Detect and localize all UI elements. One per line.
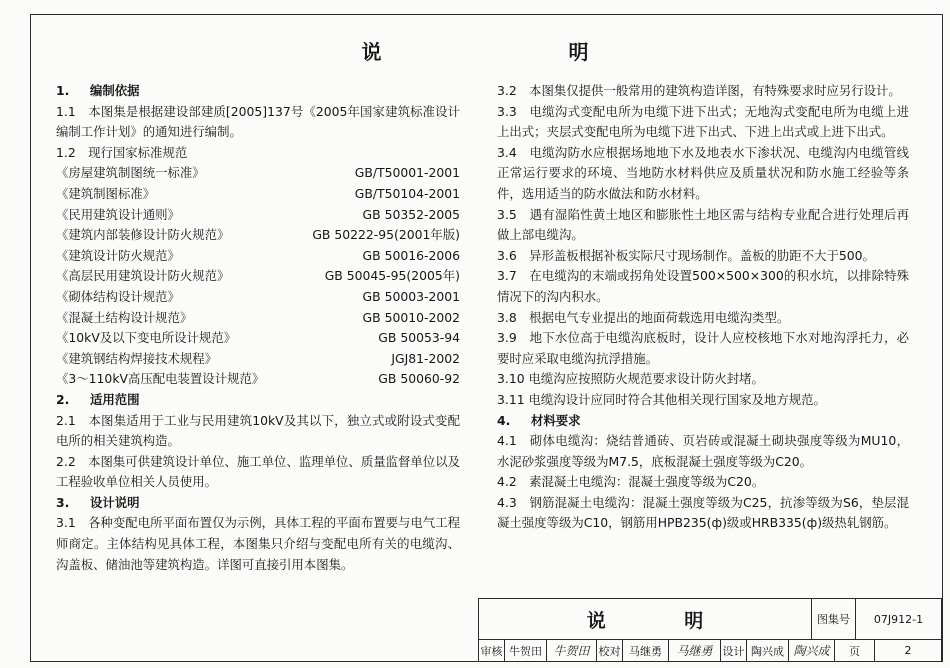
left-column — [56, 81, 460, 575]
paragraph: 3.8 根据电气专业提出的地面荷载选用电缆沟类型。 — [497, 309, 790, 325]
paragraph: 3.11 电缆沟设计应同时符合其他相关现行国家及地方规范。 — [497, 391, 826, 407]
standard-row — [56, 266, 460, 287]
designer-name: 陶兴成 — [747, 640, 789, 662]
paragraph: 2.2 本图集可供建筑设计单位、施工单位、监理单位、质量监督单位以及工程验收单位相关人员使用。 — [56, 453, 460, 490]
checker-signature: 马继勇 — [669, 640, 721, 662]
review-label: 审核 — [479, 640, 505, 662]
reviewer-name: 牛贺田 — [505, 640, 547, 662]
standard-row — [56, 328, 460, 349]
standard-row — [56, 225, 460, 246]
paragraph: 3.5 遇有湿陷性黄土地区和膨胀性土地区需与结构专业配合进行处理后再做上部电缆沟。 — [497, 206, 909, 243]
standard-row — [56, 184, 460, 205]
paragraph: 2.1 本图集适用于工业与民用建筑10kV及其以下，独立式或附设式变配电所的相关建筑构造。 — [56, 412, 460, 449]
title-block — [478, 598, 943, 662]
standard-row — [56, 287, 460, 308]
paragraph: 3.2 本图集仅提供一般常用的建筑构造详图，有特殊要求时应另行设计。 — [497, 83, 901, 98]
section-heading: 4. 材料要求 — [497, 412, 581, 428]
paragraph: 4.3 钢筋混凝土电缆沟：混凝土强度等级为C25，抗渗等级为S6，垫层混凝土强度等级为C10，钢筋用HPB235(ф)级或HRB335(ф)级热轧钢筋。 — [497, 494, 909, 531]
paragraph: 3.3 电缆沟式变配电所为电缆下进下出式；无地沟式变配电所为电缆上进上出式；夹层式变配电所为电缆下进下出式、下进上出式或上进下出式。 — [497, 103, 909, 140]
paragraph: 3.10 电缆沟应按照防火规范要求设计防火封堵。 — [497, 371, 764, 387]
atlas-number-label: 图集号 — [812, 599, 856, 640]
standard-row — [56, 246, 460, 267]
check-label: 校对 — [597, 640, 623, 662]
standard-code: JGJ81-2002 — [391, 350, 460, 366]
standard-name: 《10kV及以下变电所设计规范》 — [56, 330, 237, 346]
section-heading: 3. 设计说明 — [56, 494, 140, 510]
standard-code: GB 50352-2005 — [362, 206, 460, 222]
paragraph: 1.1 本图集是根据建设部建质[2005]137号《2005年国家建筑标准设计编制工作计划》的通知进行编制。 — [56, 103, 460, 140]
designer-signature: 陶兴成 — [789, 640, 835, 662]
standard-row — [56, 349, 460, 370]
section-heading: 2. 适用范围 — [56, 391, 140, 407]
design-label: 设计 — [721, 640, 747, 662]
standard-name: 《建筑钢结构焊接技术规程》 — [56, 350, 218, 366]
checker-name: 马继勇 — [623, 640, 669, 662]
standard-code: GB 50003-2001 — [362, 288, 460, 304]
standard-code: GB 50010-2002 — [362, 309, 460, 325]
standard-row — [56, 369, 460, 390]
paragraph: 3.1 各种变配电所平面布置仅为示例，具体工程的平面布置要与电气工程师商定。主体结构见具体工程，本图集只介绍与变配电所有关的电缆沟、沟盖板、储油池等建筑构造。详图可直接引用本图集。 — [56, 515, 460, 572]
reviewer-signature: 牛贺田 — [547, 640, 597, 662]
paragraph: 4.1 砌体电缆沟：烧结普通砖、页岩砖或混凝土砌块强度等级为MU10，水泥砂浆强度等级为M7.5，底板混凝土强度等级为C20。 — [497, 433, 909, 469]
standard-code: GB 50045-95(2005年) — [324, 268, 460, 284]
standard-row — [56, 163, 460, 184]
section-heading: 1. 编制依据 — [56, 83, 140, 98]
standard-code: GB 50060-92 — [378, 371, 460, 387]
page-title: 说 明 — [361, 40, 679, 64]
paragraph: 3.4 电缆沟防水应根据场地地下水及地表水下渗状况、电缆沟内电缆管线正常运行要求的环境、当地防水材料供应及质量状况和防水施工经验等条件，选用适当的防水做法和防水材料。 — [497, 144, 909, 201]
standard-name: 《建筑设计防火规范》 — [56, 247, 180, 263]
right-column — [497, 81, 909, 534]
paragraph: 3.7 在电缆沟的末端或拐角处设置500×500×300的积水坑，以排除特殊情况下的沟内积水。 — [497, 268, 909, 304]
page-number: 2 — [875, 640, 942, 662]
title-block-title: 说 明 — [479, 599, 812, 640]
standard-name: 《砌体结构设计规范》 — [56, 288, 180, 304]
atlas-number: 07J912-1 — [856, 599, 942, 640]
paragraph: 1.2 现行国家标准规范 — [56, 144, 188, 160]
standards-list — [56, 163, 460, 390]
standard-code: GB/T50104-2001 — [354, 185, 460, 201]
standard-code: GB 50053-94 — [378, 330, 460, 346]
standard-name: 《高层民用建筑设计防火规范》 — [56, 268, 230, 284]
paragraph: 3.6 异形盖板根据补板实际尺寸现场制作。盖板的肋距不大于500。 — [497, 247, 875, 263]
standard-row — [56, 205, 460, 226]
standard-row — [56, 308, 460, 329]
paragraph: 4.2 素混凝土电缆沟：混凝土强度等级为C20。 — [497, 474, 765, 490]
standard-code: GB 50222-95(2001年版) — [312, 227, 460, 243]
standard-name: 《混凝土结构设计规范》 — [56, 309, 193, 325]
page-label: 页 — [835, 640, 875, 662]
standard-name: 《建筑内部装修设计防火规范》 — [56, 227, 230, 243]
paragraph: 3.9 地下水位高于电缆沟底板时，设计人应校核地下水对地沟浮托力，必要时应采取电缆沟抗浮措施。 — [497, 330, 909, 366]
standard-name: 《建筑制图标准》 — [56, 185, 156, 201]
standard-name: 《3～110kV高压配电装置设计规范》 — [56, 371, 265, 387]
standard-name: 《民用建筑设计通则》 — [56, 206, 180, 222]
standard-name: 《房屋建筑制图统一标准》 — [56, 165, 205, 181]
standard-code: GB 50016-2006 — [362, 247, 460, 263]
standard-code: GB/T50001-2001 — [354, 165, 460, 181]
